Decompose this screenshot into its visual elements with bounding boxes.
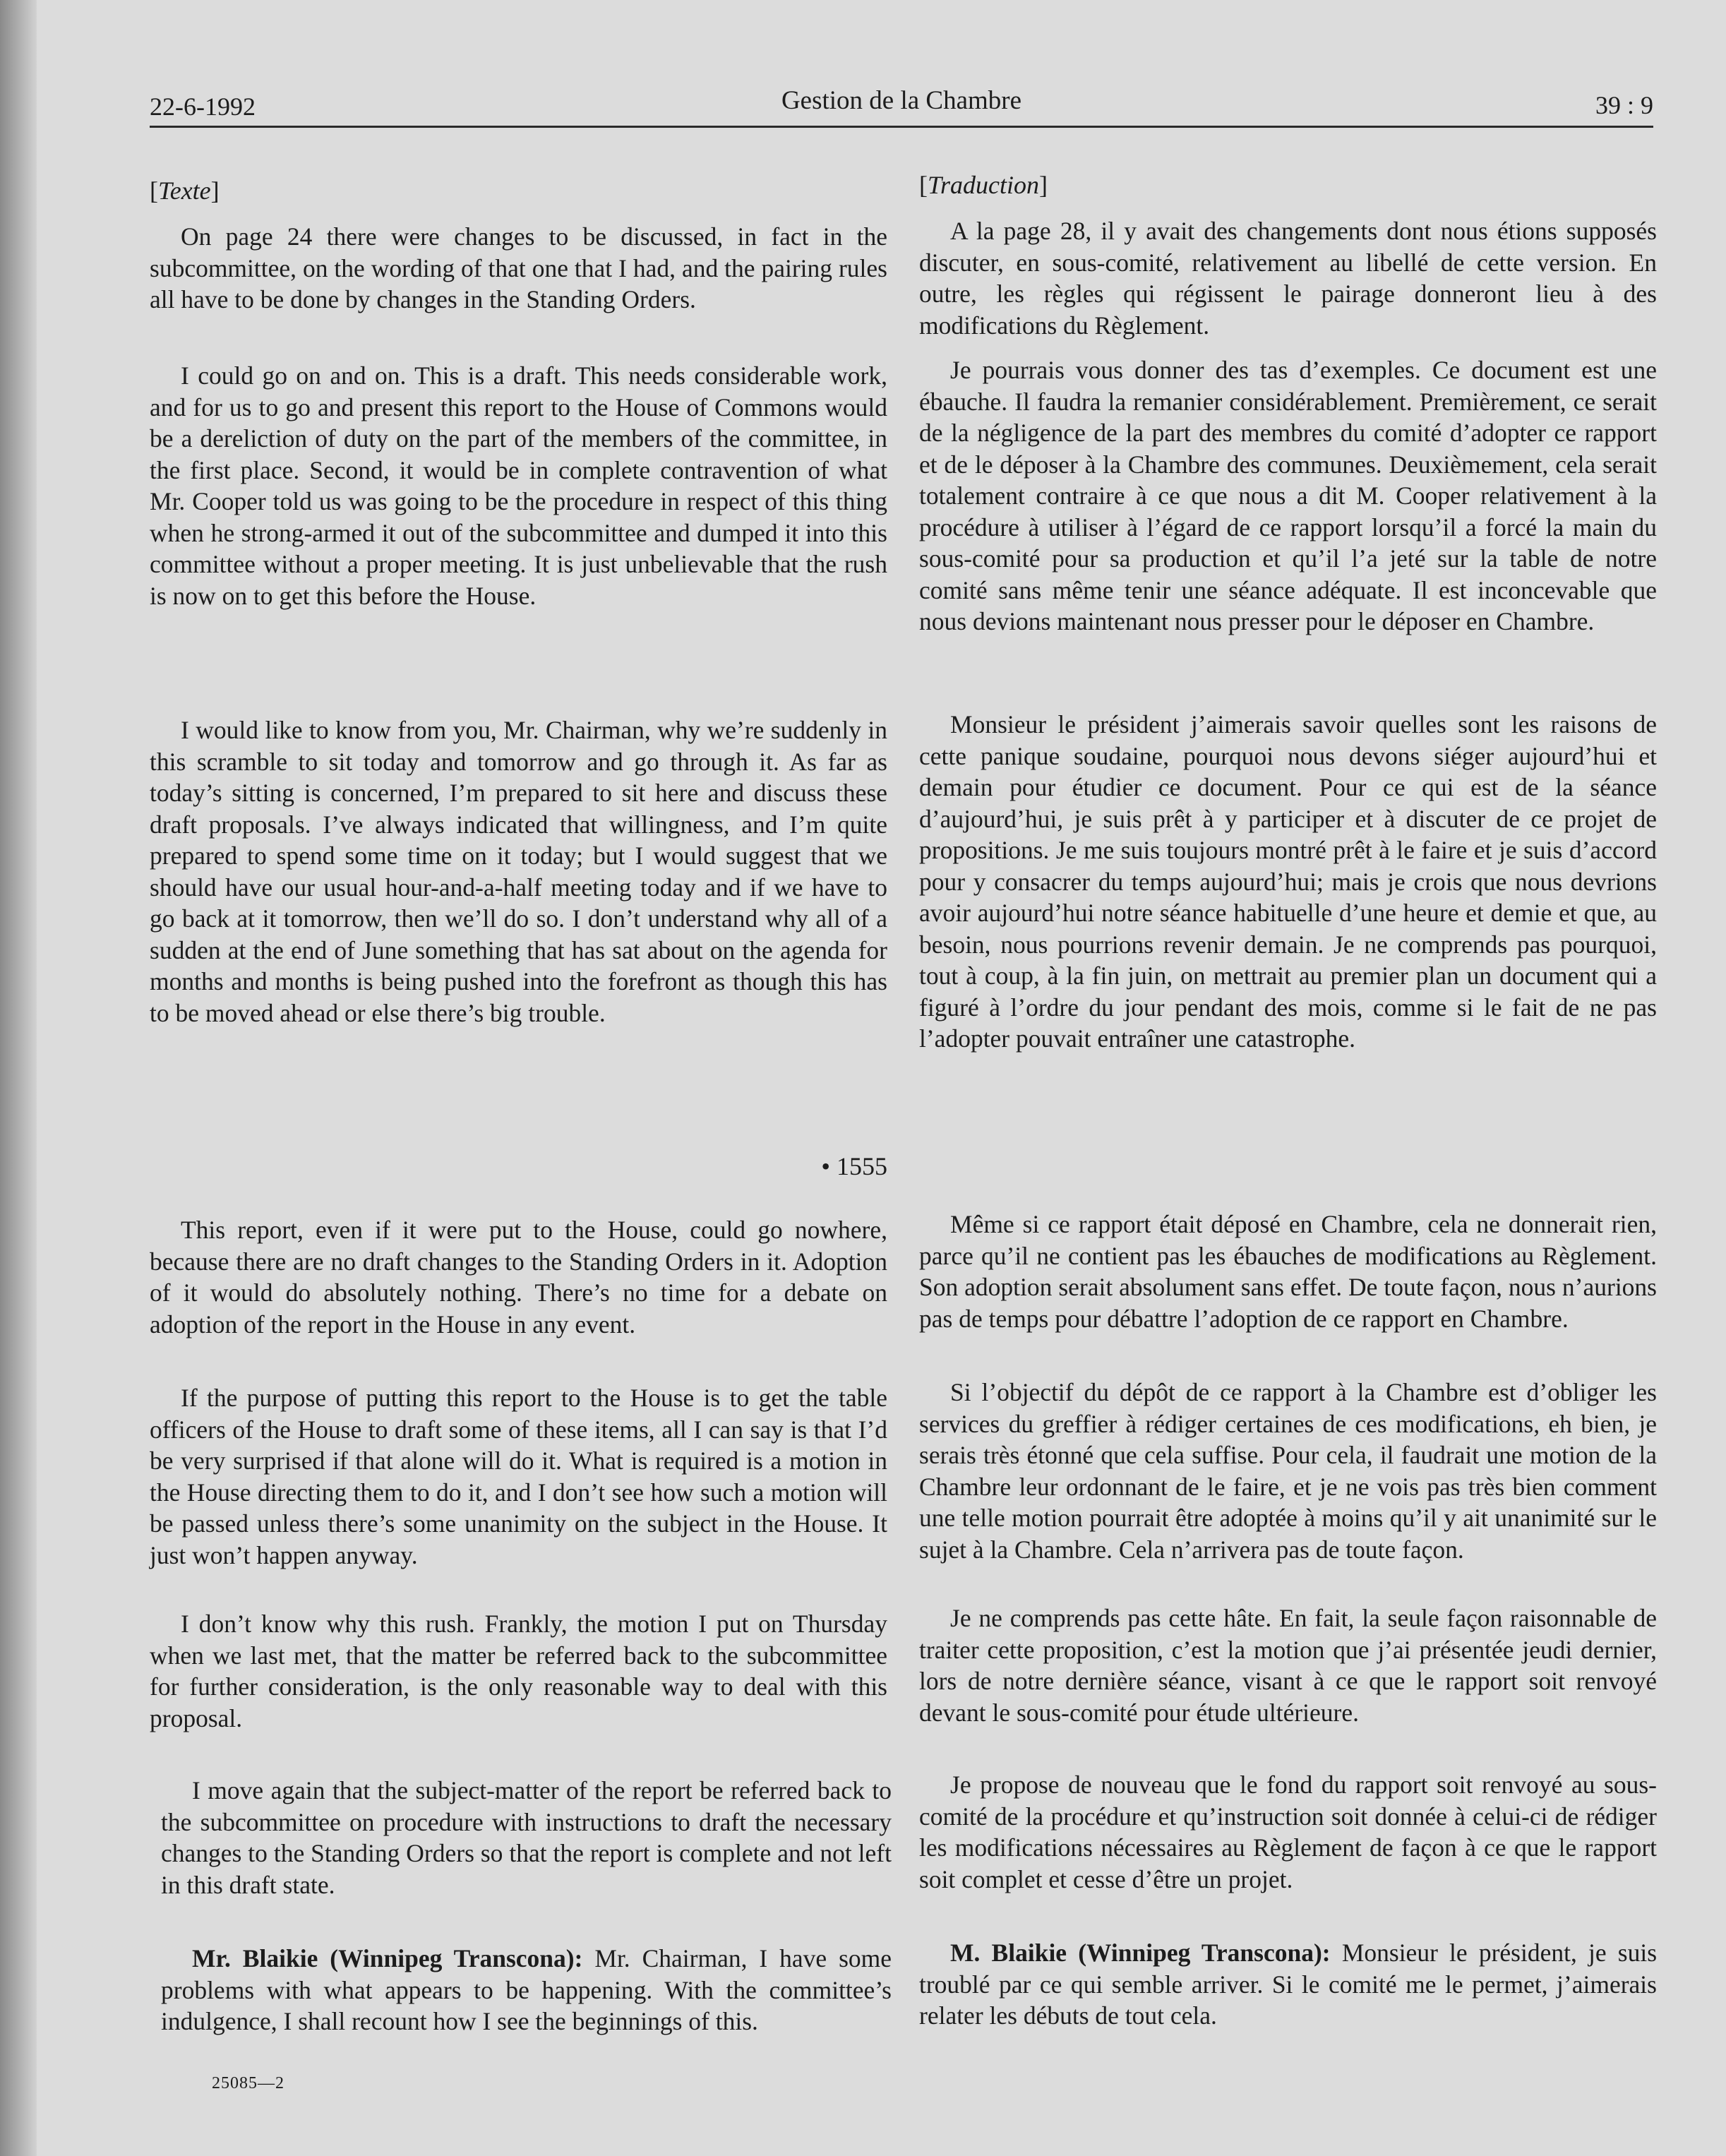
paragraph-text: If the purpose of putting this report to the House is to get the table officers of the House to draft some of these items, all I can say is that I’d be very surprised if that alone will do it. What is required is a motion in the House directing them to do it, and I don’t see how such a motion will be passed unless there’s some unanimity on the subject in the House. It just won’t happen anyway. [150, 1384, 887, 1569]
left-paragraph-4 [150, 1214, 887, 1340]
paragraph-text: This report, even if it were put to the House, could go nowhere, because there are no draft changes to the Standing Orders in it. Adoption of it would do absolutely nothing. There’s no time for a debate on adoption of the report in the House in any event. [150, 1216, 887, 1338]
footer-print-code: 25085—2 [212, 2074, 284, 2092]
paragraph-text: A la page 28, il y avait des changements dont nous étions supposés discuter, en sous-comité, relativement au libellé de cette version. En outre, les règles qui régissent le pairage donneront lieu à des modifications du Règlement. [919, 217, 1657, 340]
right-speaker-paragraph [919, 1937, 1657, 2032]
right-column-label: [Traduction] [919, 171, 1048, 199]
paragraph-text: Si l’objectif du dépôt de ce rapport à la Chambre est d’obliger les services du greffier à rédiger certaines de ces modifications, eh bien, je serais très étonné que cela suffise. Pour cela, il faudrait une motion de la Chambre leur ordonnant de le faire, et je ne vois pas très bien comment une telle motion pourrait être adoptée à moins qu’il y ait unanimité sur le sujet à la Chambre. Cela n’arrivera pas de toute façon. [919, 1378, 1657, 1564]
speaker-name: M. Blaikie (Winnipeg Transcona): [950, 1939, 1331, 1967]
header-page-number: 39 : 9 [1595, 91, 1653, 119]
paragraph-text: Même si ce rapport était déposé en Chambre, cela ne donnerait rien, parce qu’il ne contient pas les ébauches de modifications au Règlement. Son adoption serait absolument sans effet. De toute façon, nous n’aurions pas de temps pour débattre l’adoption de ce rapport en Chambre. [919, 1210, 1657, 1333]
right-paragraph-6 [919, 1603, 1657, 1728]
right-paragraph-5 [919, 1377, 1657, 1565]
paragraph-text: I move again that the subject-matter of the report be referred back to the subcommittee on procedure with instructions to draft the necessary changes to the Standing Orders so that the report is complete and not left in this draft state. [161, 1776, 892, 1899]
speaker-text: Mr. Chairman, I have some problems with what appears to be happening. With the committee’s indulgence, I shall recount how I see the beginnings of this. [161, 1944, 892, 2035]
speaker-name: Mr. Blaikie (Winnipeg Transcona): [192, 1944, 583, 1972]
right-paragraph-2 [919, 354, 1657, 637]
left-paragraph-2 [150, 360, 887, 611]
left-paragraph-7 [161, 1775, 892, 1900]
left-paragraph-6 [150, 1608, 887, 1734]
speaker-text: Monsieur le président, je suis troublé par ce qui semble arriver. Si le comité me le permet, j’aimerais relater les débuts de tout cela. [919, 1939, 1658, 2030]
left-paragraph-1 [150, 221, 887, 316]
paragraph-text: Je ne comprends pas cette hâte. En fait, la seule façon raisonnable de traiter cette proposition, c’est la motion que j’ai présentée jeudi dernier, lors de notre dernière séance, visant à ce que le rapport soit renvoyé devant le sous-comité pour étude ultérieure. [919, 1604, 1657, 1727]
paragraph-text: Monsieur le président j’aimerais savoir quelles sont les raisons de cette panique soudaine, pourquoi nous devons siéger aujourd’hui et demain pour étudier ce document. Pour ce qui est de la séance d’aujourd’hui, je suis prêt à y participer et à discuter de ce projet de propositions. Je me suis toujours montré prêt à le faire et je suis d’accord pour y consacrer du temps aujourd’hui; mais je crois que nous devrions avoir aujourd’hui notre séance habituelle d’une heure et demie et que, au besoin, nous pourrions revenir demain. Je ne comprends pas pourquoi, tout à coup, à la fin juin, on mettrait au premier plan un document qui a figuré à l’ordre du jour pendant des mois, comme si le fait de ne pas l’adopter pouvait entraîner une catastrophe. [919, 710, 1657, 1053]
left-paragraph-5 [150, 1382, 887, 1571]
right-paragraph-1 [919, 215, 1657, 341]
running-header [150, 83, 1653, 128]
right-paragraph-7 [919, 1769, 1657, 1895]
left-speaker-paragraph [161, 1943, 892, 2037]
header-title: Gestion de la Chambre [781, 86, 1022, 115]
header-date: 22-6-1992 [150, 92, 256, 121]
left-column-label: [Texte] [150, 176, 220, 205]
right-label-text: Traduction [928, 171, 1040, 199]
left-label-text: Texte [158, 176, 211, 205]
paragraph-text: On page 24 there were changes to be discussed, in fact in the subcommittee, on the wording of that one that I had, and the pairing rules all have to be done by changes in the Standing Orders. [150, 222, 887, 313]
right-paragraph-4 [919, 1209, 1657, 1334]
left-paragraph-3 [150, 714, 887, 1029]
right-paragraph-3 [919, 709, 1657, 1055]
time-marker: • 1555 [821, 1152, 887, 1180]
paragraph-text: Je pourrais vous donner des tas d’exemples. Ce document est une ébauche. Il faudra la remanier considérablement. Premièrement, ce serait de la négligence de la part des membres du comité d’adopter ce rapport et de le déposer à la Chambre des communes. Deuxièmement, cela serait totalement contraire à ce que nous a dit M. Cooper relativement à la procédure à utiliser à l’égard de ce rapport lorsqu’il a forcé la main du sous-comité pour sa production et qu’il l’a jeté sur la table de notre comité sans même tenir une séance adéquate. Il est inconcevable que nous devions maintenant nous presser pour le déposer en Chambre. [919, 356, 1657, 635]
page-spine-shadow [0, 0, 37, 2156]
paragraph-text: Je propose de nouveau que le fond du rapport soit renvoyé au sous-comité de la procédure et qu’instruction soit donnée à celui-ci de rédiger les modifications nécessaires au Règlement de façon à ce que le rapport soit complet et cesse d’être un projet. [919, 1771, 1657, 1893]
paragraph-text: I would like to know from you, Mr. Chairman, why we’re suddenly in this scramble to sit today and tomorrow and go through it. As far as today’s sitting is concerned, I’m prepared to sit here and discuss these draft proposals. I’ve always indicated that willingness, and I’m quite prepared to spend some time on it today; but I would suggest that we should have our usual hour-and-a-half meeting today and if we have to go back at it tomorrow, then we’ll do so. I don’t understand why all of a sudden at the end of June something that has sat about on the agenda for months and months is being pushed into the forefront as though this has to be moved ahead or else there’s big trouble. [150, 716, 887, 1027]
paragraph-text: I could go on and on. This is a draft. This needs considerable work, and for us to go and present this report to the House of Commons would be a dereliction of duty on the part of the members of the committee, in the first place. Second, it would be in complete contravention of what Mr. Cooper told us was going to be the procedure in respect of this thing when he strong-armed it out of the subcommittee and dumped it into this committee without a proper meeting. It is just unbelievable that the rush is now on to get this before the House. [150, 361, 887, 610]
paragraph-text: I don’t know why this rush. Frankly, the motion I put on Thursday when we last met, that the matter be referred back to the subcommittee for further consideration, is the only reasonable way to deal with this proposal. [150, 1610, 887, 1732]
